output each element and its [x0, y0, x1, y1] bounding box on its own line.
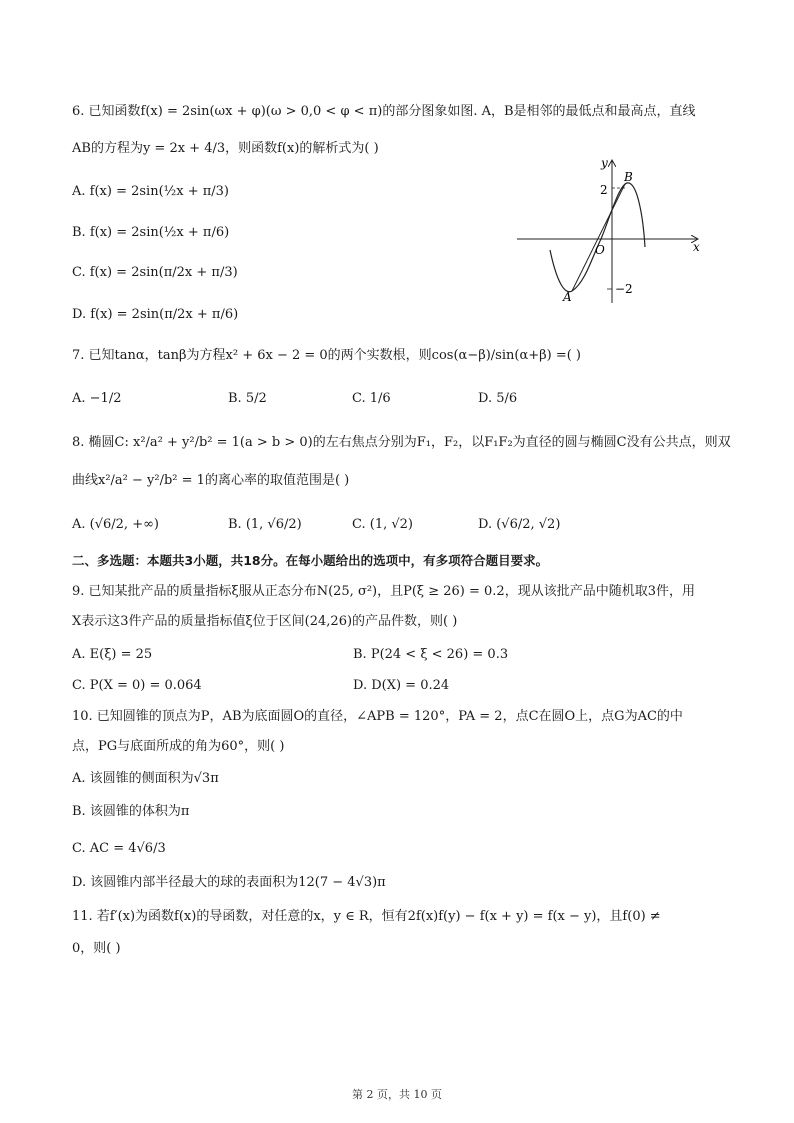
q10-option-b: B. 该圆锥的体积为π [72, 804, 190, 819]
page-footer: 第 2 页，共 10 页 [352, 1088, 442, 1101]
q8-option-b: B. (1, √6/2) [228, 517, 302, 532]
point-b-label: B [624, 170, 633, 184]
q6-option-a: A. f(x) = 2sin(½x + π/3) [72, 184, 229, 199]
x-label: x [693, 240, 700, 254]
section-multi-choice-header: 二、多选题：本题共3小题，共18分。在每小题给出的选项中，有多项符合题目要求。 [72, 553, 549, 568]
q8-option-a: A. (√6/2, +∞) [72, 517, 159, 532]
q8-stem-line2: 曲线x²/a² − y²/b² = 1的离心率的取值范围是( ) [72, 473, 350, 488]
sine-curve [550, 183, 645, 292]
q10-option-c: C. AC = 4√6/3 [72, 841, 166, 856]
q6-option-b: B. f(x) = 2sin(½x + π/6) [72, 225, 230, 240]
q9-option-d: D. D(X) = 0.24 [353, 678, 450, 693]
q10-stem-line2: 点，PG与底面所成的角为60°，则( ) [72, 739, 285, 754]
q11-stem-line1: 11. 若f′(x)为函数f(x)的导函数，对任意的x，y ∈ R，恒有2f(x)f(y) − f(x + y) = f(x − y)，且f(0) ≠ [72, 909, 661, 924]
q8-option-c: C. (1, √2) [352, 517, 413, 532]
q7-option-b: B. 5/2 [228, 391, 267, 406]
q6-stem-line1: 6. 已知函数f(x) = 2sin(ωx + φ)(ω > 0,0 < φ < π)的部分图象如图. A，B是相邻的最低点和最高点，直线 [72, 104, 696, 119]
point-a-label: A [563, 290, 572, 304]
q11-stem-line2: 0，则( ) [72, 941, 121, 956]
q7-option-c: C. 1/6 [352, 391, 391, 406]
origin-label: O [595, 243, 605, 257]
q8-option-d: D. (√6/2, √2) [478, 517, 561, 532]
q6-stem-line2: AB的方程为y = 2x + 4/3，则函数f(x)的解析式为( ) [72, 141, 379, 156]
q7-option-d: D. 5/6 [478, 391, 518, 406]
q6-option-c: C. f(x) = 2sin(π/2x + π/3) [72, 265, 238, 280]
q9-stem-line2: X表示这3件产品的质量指标值ξ位于区间(24,26)的产品件数，则( ) [72, 614, 458, 629]
q7-stem: 7. 已知tanα，tanβ为方程x² + 6x − 2 = 0的两个实数根，则cos(α−β)/sin(α+β) =( ) [72, 348, 582, 363]
q10-option-a: A. 该圆锥的侧面积为√3π [72, 771, 219, 786]
max-tick-label: 2 [600, 183, 608, 197]
q9-option-b: B. P(24 < ξ < 26) = 0.3 [353, 647, 509, 662]
y-label: y [601, 156, 608, 170]
q10-option-d: D. 该圆锥内部半径最大的球的表面积为12(7 − 4√3)π [72, 875, 386, 890]
q9-stem-line1: 9. 已知某批产品的质量指标ξ服从正态分布N(25, σ²)，且P(ξ ≥ 26) = 0.2，现从该批产品中随机取3件，用 [72, 584, 695, 599]
q6-sine-graph [515, 155, 705, 305]
q10-stem-line1: 10. 已知圆锥的顶点为P，AB为底面圆O的直径，∠APB = 120°，PA = 2，点C在圆O上，点G为AC的中 [72, 709, 683, 724]
q9-option-c: C. P(X = 0) = 0.064 [72, 678, 202, 693]
q8-stem-line1: 8. 椭圆C: x²/a² + y²/b² = 1(a > b > 0)的左右焦点分别为F₁，F₂，以F₁F₂为直径的圆与椭圆C没有公共点，则双 [72, 435, 731, 450]
q6-option-d: D. f(x) = 2sin(π/2x + π/6) [72, 307, 239, 322]
line-ab [572, 184, 625, 291]
q7-option-a: A. −1/2 [72, 391, 122, 406]
q9-option-a: A. E(ξ) = 25 [72, 647, 153, 662]
min-tick-label: −2 [615, 282, 633, 296]
